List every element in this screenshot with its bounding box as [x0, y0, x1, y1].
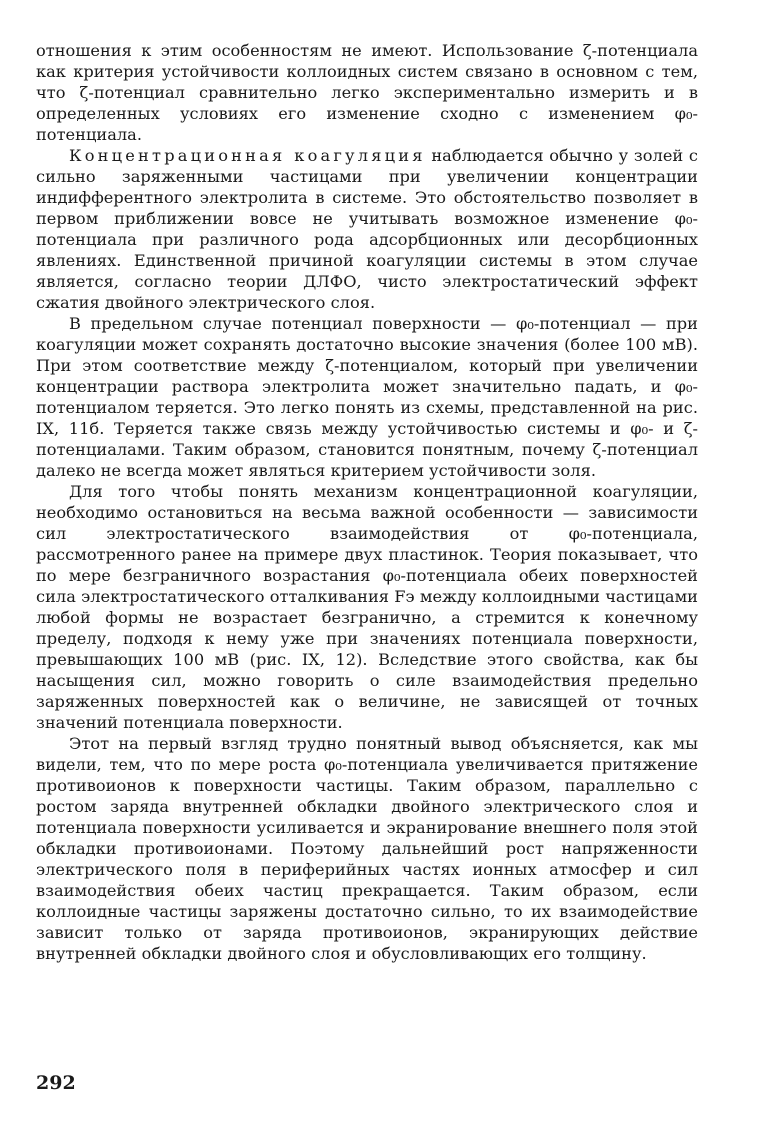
paragraph-2: [36, 145, 698, 313]
emphasized-term: Концентрационная коагуляция: [69, 146, 426, 165]
paragraph-3: В предельном случае потенциал поверхности — φ₀-потенциал — при коагуляции может сохранять достаточно высокие значения (более 100 мВ). При этом соответствие между ζ-потенциалом, который при увеличении концентрации раствора электролита может значительно падать, и φ₀-потенциалом теряется. Это легко понять из схемы, представленной на рис. IX, 11б. Теряется также связь между устойчивостью системы и φ₀- и ζ-потенциалами. Таким образом, становится понятным, почему ζ-потенциал далеко не всегда может являться критерием устойчивости золя.: [36, 314, 698, 480]
page-number: 292: [36, 1072, 76, 1094]
paragraph-2-body: наблюдается обычно у золей с сильно заряженными частицами при увеличении концентрации индифферентного электролита в системе. Это обстоятельство позволяет в первом приближении вовсе не учитывать возможное изменение φ₀-потенциала при различного рода адсорбционных или десорбционных явлениях. Единственной причиной коагуляции системы в этом случае является, согласно теории ДЛФО, чисто электростатический эффект сжатия двойного электрического слоя.: [36, 146, 698, 312]
paragraph-1: отношения к этим особенностям не имеют. Использование ζ-потенциала как критерия устойчивости коллоидных систем связано в основном с тем, что ζ-потенциал сравнительно легко экспериментально измерить и в определенных условиях его изменение сходно с изменением φ₀-потенциала.: [36, 41, 698, 144]
page-text: [36, 40, 698, 964]
paragraph-5: Этот на первый взгляд трудно понятный вывод объясняется, как мы видели, тем, что по мере роста φ₀-потенциала увеличивается притяжение противоионов к поверхности частицы. Таким образом, параллельно с ростом заряда внутренней обкладки двойного электрического слоя и потенциала поверхности усиливается и экранирование внешнего поля этой обкладки противоионами. Поэтому дальнейший рост напряженности электрического поля в периферийных частях ионных атмосфер и сил взаимодействия обеих частиц прекращается. Таким образом, если коллоидные частицы заряжены достаточно сильно, то их взаимодействие зависит только от заряда противоионов, экранирующих действие внутренней обкладки двойного слоя и обусловливающих его толщину.: [36, 734, 698, 963]
paragraph-4: Для того чтобы понять механизм концентрационной коагуляции, необходимо остановиться на весьма важной особенности — зависимости сил электростатического взаимодействия от φ₀-потенциала, рассмотренного ранее на примере двух пластинок. Теория показывает, что по мере безграничного возрастания φ₀-потенциала обеих поверхностей сила электростатического отталкивания Fэ между коллоидными частицами любой формы не возрастает безгранично, а стремится к конечному пределу, подходя к нему уже при значениях потенциала поверхности, превышающих 100 мВ (рис. IX, 12). Вследствие этого свойства, как бы насыщения сил, можно говорить о силе взаимодействия предельно заряженных поверхностей как о величине, не зависящей от точных значений потенциала поверхности.: [36, 482, 698, 732]
